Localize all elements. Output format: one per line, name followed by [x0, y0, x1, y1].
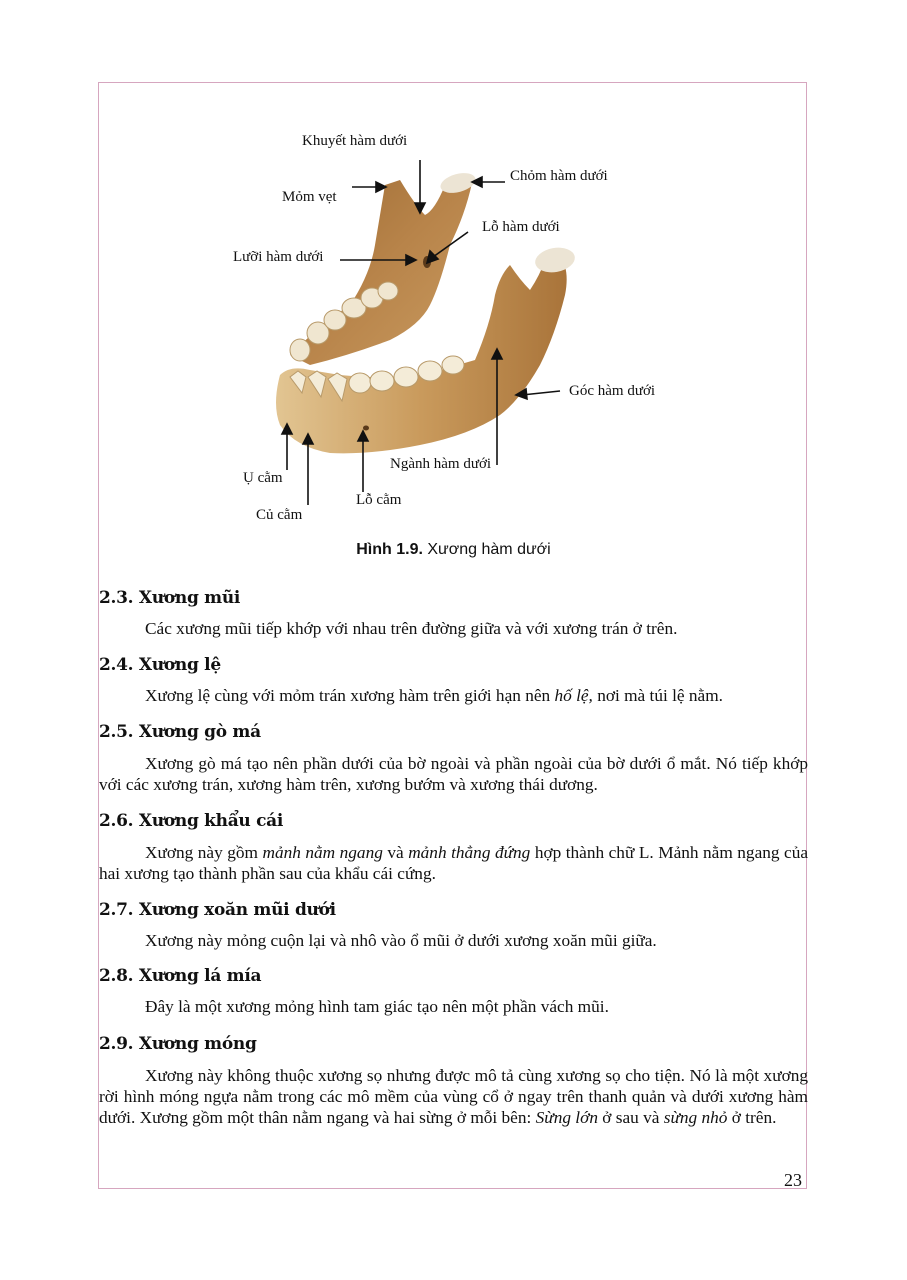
text-run: Các xương mũi tiếp khớp với nhau trên đường giữa và với xương trán ở trên.	[145, 619, 678, 638]
mandible-illustration	[220, 125, 690, 535]
section-2-7	[99, 898, 808, 951]
caption-text: Xương hàm dưới	[422, 541, 551, 558]
section-heading: 2.5. Xương gò má	[99, 722, 261, 742]
section-2-5	[99, 720, 808, 795]
section-paragraph	[99, 753, 808, 795]
section-2-9	[99, 1032, 808, 1128]
figure-caption	[0, 541, 907, 559]
section-paragraph	[99, 996, 808, 1017]
text-run: Xương này không thuộc xương sọ nhưng được mô tả cùng xương sọ cho tiện. Nó là một xương rời hình móng ngựa nằm trong các mô mềm của vùng cổ ở ngay trên thanh quản và dưới xương hàm dưới. Xương gồm một thân nằm ngang và hai sừng ở mỗi bên:	[99, 1066, 808, 1127]
label-luoi-ham-duoi: Lưỡi hàm dưới	[233, 249, 324, 265]
italic-term: hố lệ,	[554, 686, 593, 705]
text-run: ở sau và	[597, 1108, 664, 1127]
section-paragraph	[99, 1065, 808, 1128]
text-run: Đây là một xương mỏng hình tam giác tạo nên một phần vách mũi.	[145, 997, 609, 1016]
caption-label: Hình 1.9.	[356, 541, 423, 558]
text-run: Xương này mỏng cuộn lại và nhô vào ổ mũi ở dưới xương xoăn mũi giữa.	[145, 931, 657, 950]
section-paragraph	[99, 618, 808, 639]
italic-term: sừng nhỏ	[663, 1108, 728, 1127]
mandible-figure	[220, 125, 690, 535]
label-nganh-ham-duoi: Ngành hàm dưới	[390, 456, 492, 472]
label-mom-vet: Mỏm vẹt	[282, 189, 337, 205]
page-number: 23	[784, 1170, 802, 1190]
text-run: nơi mà túi lệ nằm.	[592, 686, 723, 705]
text-run: Xương lệ cùng với mỏm trán xương hàm trên giới hạn nên	[145, 686, 555, 705]
label-chom-ham-duoi: Chỏm hàm dưới	[510, 168, 608, 184]
section-paragraph	[99, 930, 808, 951]
section-2-6	[99, 809, 808, 884]
text-run: và	[382, 843, 409, 862]
text-run: ở trên.	[727, 1108, 777, 1127]
section-heading: 2.3. Xương mũi	[99, 588, 241, 608]
italic-term: mảnh nằm ngang	[262, 843, 383, 862]
section-2-3	[99, 586, 808, 639]
text-run: Xương gò má tạo nên phần dưới của bờ ngoài và phần ngoài của bờ dưới ổ mắt. Nó tiếp khớp với các xương trán, xương hàm trên, xương bướm và xương thái dương.	[99, 754, 808, 794]
section-2-4	[99, 653, 808, 706]
section-paragraph	[99, 685, 808, 706]
section-heading: 2.8. Xương lá mía	[99, 966, 262, 986]
label-u-cam: Ụ cằm	[243, 470, 283, 486]
section-2-8	[99, 964, 808, 1017]
italic-term: mảnh thẳng đứng	[408, 843, 531, 862]
section-paragraph	[99, 842, 808, 884]
label-lo-ham-duoi: Lỗ hàm dưới	[482, 219, 560, 235]
label-cu-cam: Củ cằm	[256, 507, 303, 523]
section-heading: 2.4. Xương lệ	[99, 655, 221, 675]
label-khuyet-ham-duoi: Khuyết hàm dưới	[302, 133, 408, 149]
text-run: hợp thành chữ L. Mảnh nằm ngang của hai xương tạo thành phần sau của khẩu cái cứng.	[99, 843, 809, 883]
label-lo-cam: Lỗ cằm	[356, 492, 402, 508]
label-goc-ham-duoi: Góc hàm dưới	[569, 383, 656, 399]
text-run: Xương này gồm	[145, 843, 263, 862]
section-heading: 2.6. Xương khẩu cái	[99, 811, 284, 831]
italic-term: Sừng lớn	[535, 1108, 598, 1127]
section-heading: 2.9. Xương móng	[99, 1034, 257, 1054]
section-heading: 2.7. Xương xoăn mũi dưới	[99, 900, 336, 920]
